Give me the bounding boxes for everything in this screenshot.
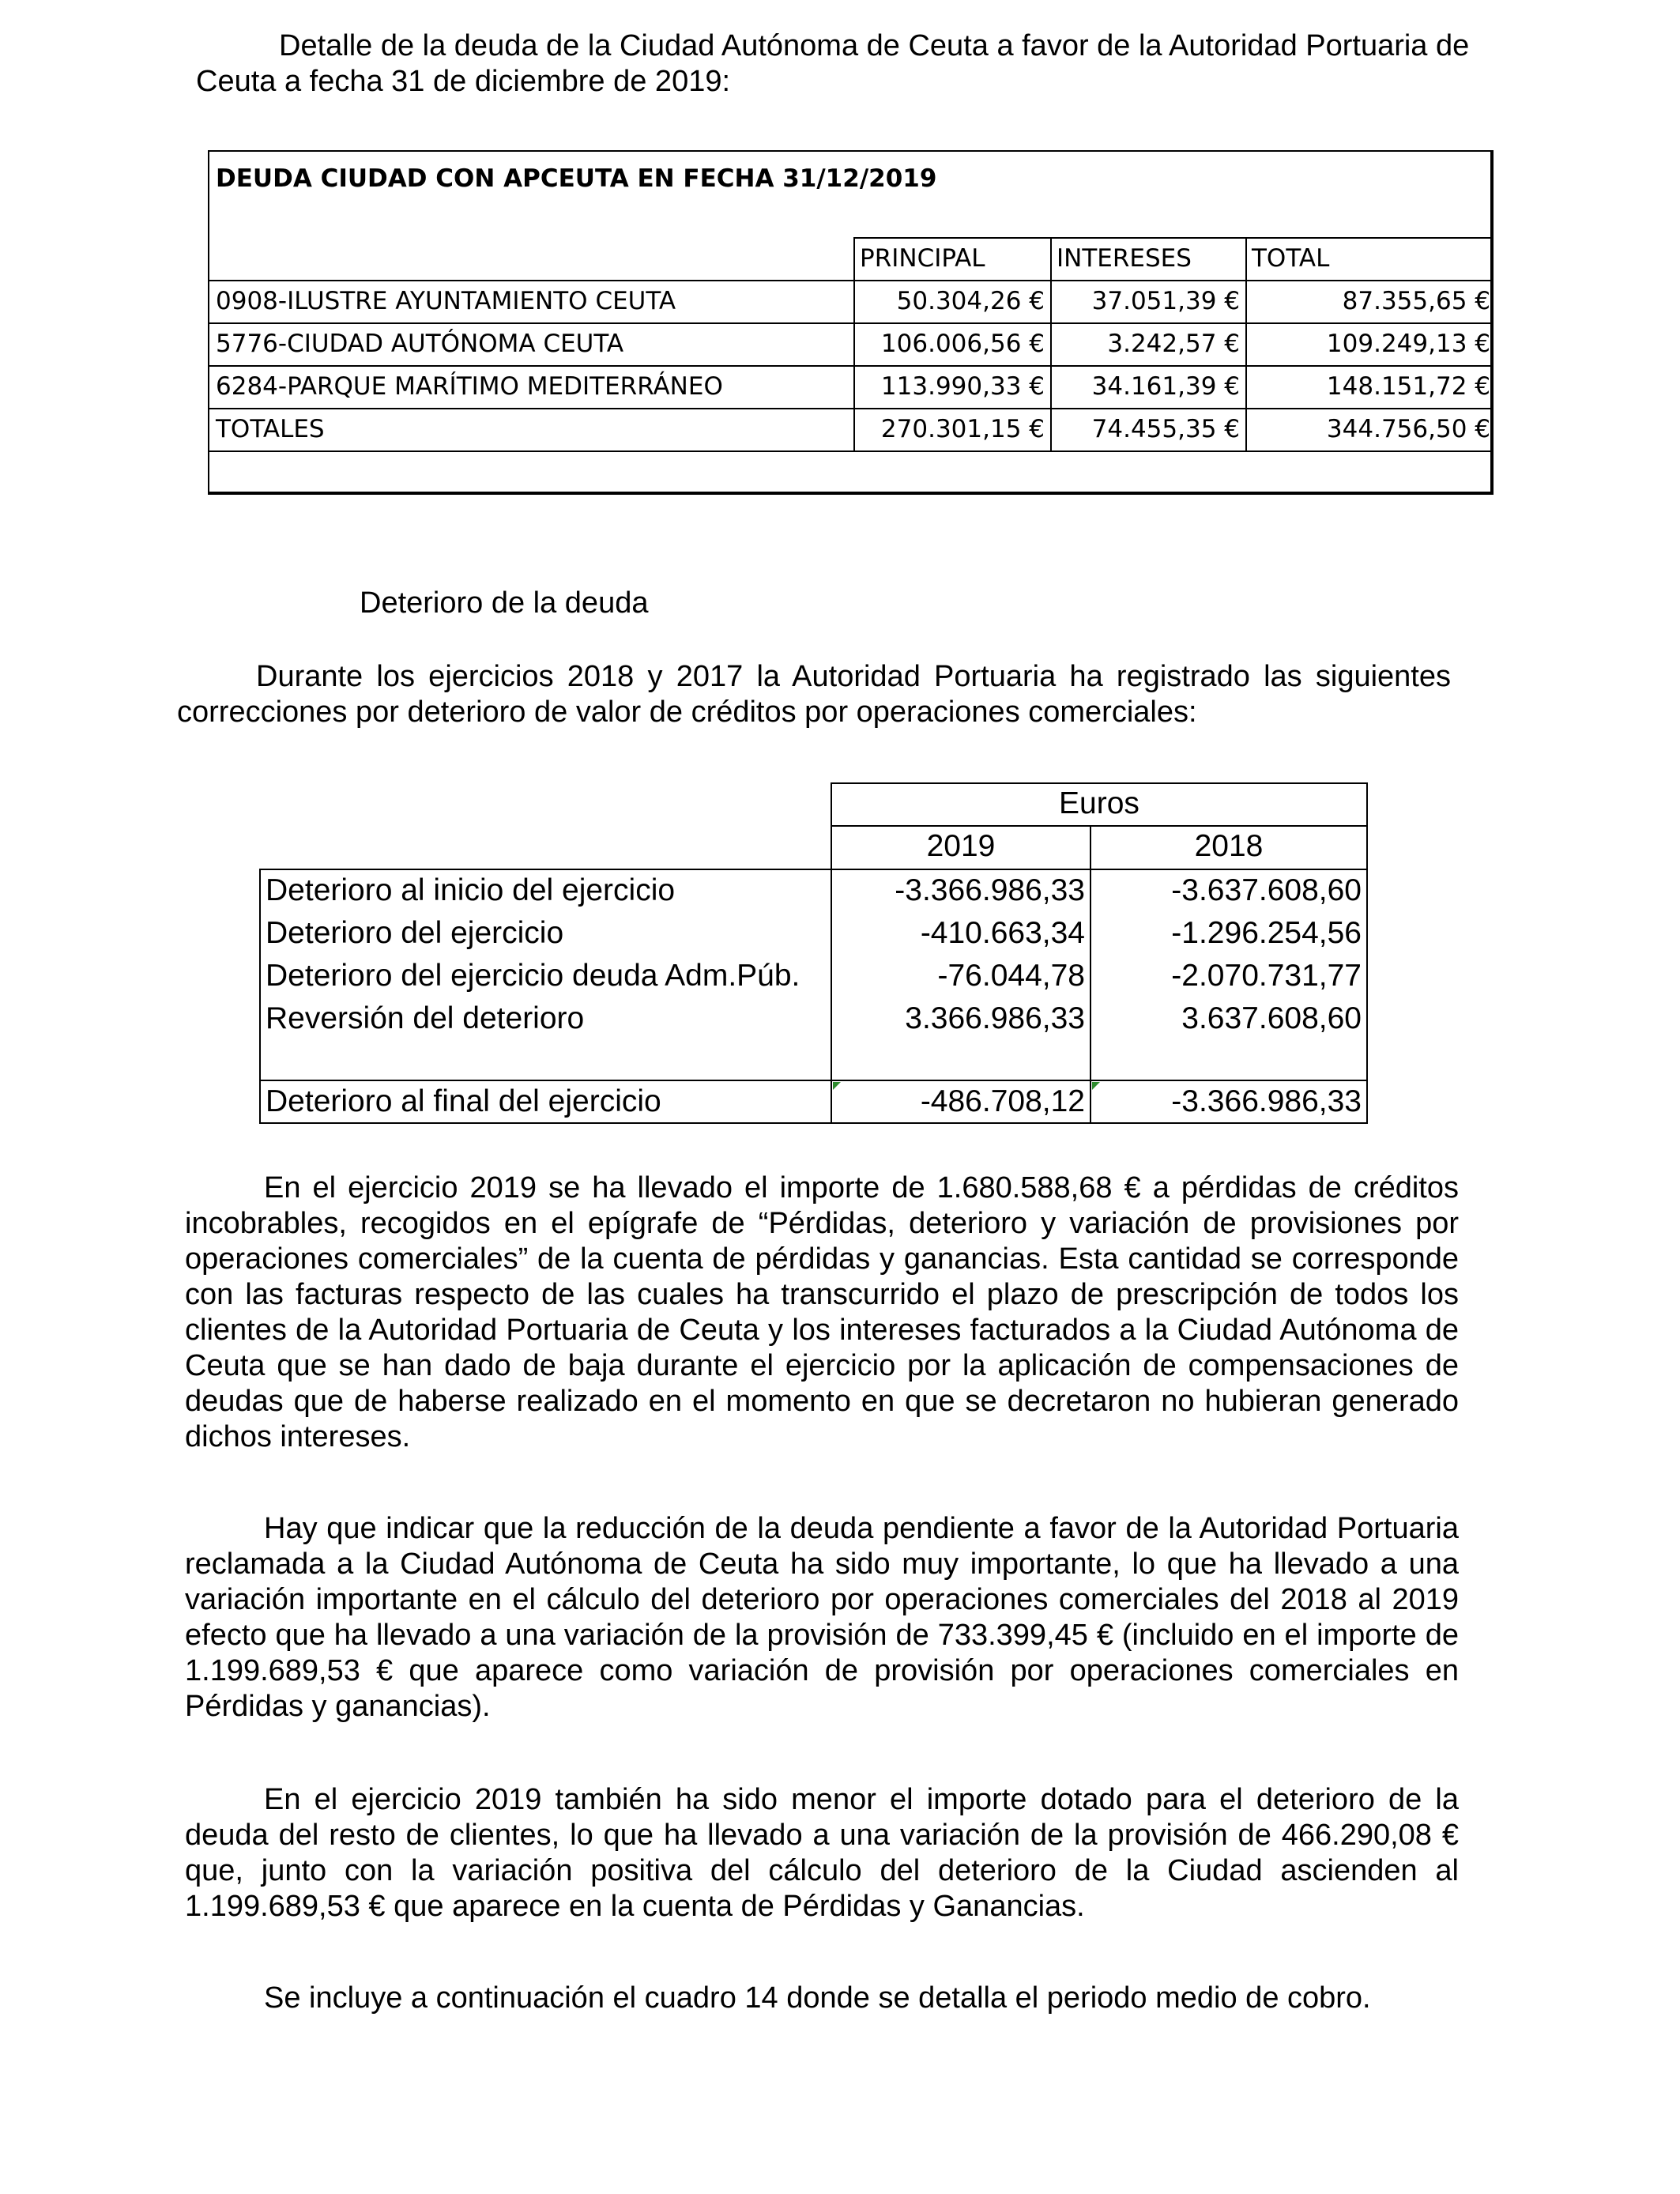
det-final-2018: -3.366.986,33: [1171, 1084, 1362, 1118]
debt-row-intereses: 37.051,39 €: [1091, 287, 1240, 315]
paragraph-durante: Durante los ejercicios 2018 y 2017 la Autoridad Portuaria ha registrado las siguientes correcciones por deterioro de valor de créditos por operaciones comerciales:: [177, 660, 1451, 729]
det-row-label: Deterioro del ejercicio: [266, 916, 564, 950]
debt-header-intereses: INTERESES: [1057, 244, 1192, 273]
det-row-2018: 3.637.608,60: [1181, 1001, 1362, 1035]
det-row-label: Deterioro del ejercicio deuda Adm.Púb.: [266, 959, 800, 993]
det-header-euros: Euros: [1059, 786, 1139, 820]
paragraph-hay: Hay que indicar que la reducción de la deuda pendiente a favor de la Autoridad Portuaria reclamada a la Ciudad Autónoma de Ceuta ha sido muy importante, lo que ha llevado a una variación importante en el cálculo del deterioro por operaciones comerciales del 2018 al 2019 efecto que ha llevado a una variación de la provisión de 733.399,45 € (incluido en el importe de 1.199.689,53 € que aparece como variación de provisión por operaciones comerciales en Pérdidas y ganancias).: [185, 1512, 1459, 1723]
det-row-2019: -410.663,34: [920, 916, 1085, 950]
det-final-2019: -486.708,12: [920, 1084, 1085, 1118]
debt-row-principal: 106.006,56 €: [880, 330, 1045, 358]
det-row-2019: 3.366.986,33: [905, 1001, 1085, 1035]
det-row-label: Reversión del deterioro: [266, 1001, 585, 1035]
deterioro-table: [259, 782, 1369, 1124]
debt-row-line: [209, 450, 1490, 452]
det-line: [1366, 782, 1368, 1124]
det-row-2019: -76.044,78: [937, 959, 1085, 993]
det-row-label: Deterioro al inicio del ejercicio: [266, 873, 676, 907]
intro-line-1: Detalle de la deuda de la Ciudad Autónoma de Ceuta a favor de la Autoridad Portuaria de: [279, 29, 1470, 62]
paragraph-2019: En el ejercicio 2019 se ha llevado el importe de 1.680.588,68 € a pérdidas de créditos incobrables, recogidos en el epígrafe de “Pérdidas, deterioro y variación de provisiones por operaciones comerciales” de la cuenta de pérdidas y ganancias. Esta cantidad se corresponde con las facturas respecto de las cuales ha transcurrido el plazo de prescripción de todos los clientes de la Autoridad Portuaria de Ceuta y los intereses facturados a la Ciudad Autónoma de Ceuta que se han dado de baja durante el ejercicio por la aplicación de compensaciones de deudas que de haberse realizado en el momento en que se decretaron no hubieran generado dichos intereses.: [185, 1171, 1459, 1453]
det-row-2018: -2.070.731,77: [1171, 959, 1362, 993]
det-header-2018: 2018: [1194, 829, 1264, 863]
det-line: [259, 869, 261, 1124]
debt-row-total: 109.249,13 €: [1326, 330, 1490, 358]
deterioro-heading: Deterioro de la deuda: [360, 586, 649, 620]
debt-row-total: 87.355,65 €: [1342, 287, 1490, 315]
det-row-2018: -1.296.254,56: [1171, 916, 1362, 950]
debt-header-total: TOTAL: [1252, 244, 1330, 273]
paragraph-incluye: Se incluye a continuación el cuadro 14 donde se detalla el periodo medio de cobro.: [264, 1981, 1371, 2015]
debt-row-principal: 50.304,26 €: [896, 287, 1045, 315]
debt-row-intereses: 3.242,57 €: [1107, 330, 1240, 358]
intro-paragraph: [196, 28, 1484, 100]
debt-row-total: 148.151,72 €: [1326, 372, 1490, 401]
debt-table: [208, 150, 1494, 495]
det-row-2019: -3.366.986,33: [895, 873, 1085, 907]
debt-row-intereses: 34.161,39 €: [1091, 372, 1240, 401]
debt-table-title: DEUDA CIUDAD CON APCEUTA EN FECHA 31/12/2019: [216, 164, 937, 193]
paragraph-tambien: En el ejercicio 2019 también ha sido menor el importe dotado para el deterioro de la deuda del resto de clientes, lo que ha llevado a una variación de la provisión de 466.290,08 € que, junto con la variación positiva del cálculo del deterioro de la Ciudad ascienden al 1.199.689,53 € que aparece en la cuenta de Pérdidas y Ganancias.: [185, 1783, 1459, 1923]
debt-row-label: 5776-CIUDAD AUTÓNOMA CEUTA: [216, 330, 624, 358]
debt-totals-total: 344.756,50 €: [1326, 415, 1490, 443]
debt-totals-principal: 270.301,15 €: [880, 415, 1045, 443]
det-row-2018: -3.637.608,60: [1171, 873, 1362, 907]
debt-row-label: 0908-ILUSTRE AYUNTAMIENTO CEUTA: [216, 287, 676, 315]
intro-line-2: Ceuta a fecha 31 de diciembre de 2019:: [196, 65, 731, 98]
debt-row-label: 6284-PARQUE MARÍTIMO MEDITERRÁNEO: [216, 372, 723, 401]
debt-row-principal: 113.990,33 €: [880, 372, 1045, 401]
det-header-2019: 2019: [926, 829, 996, 863]
debt-totals-label: TOTALES: [216, 415, 325, 443]
debt-header-principal: PRINCIPAL: [860, 244, 985, 273]
det-final-label: Deterioro al final del ejercicio: [266, 1084, 661, 1118]
debt-totals-intereses: 74.455,35 €: [1091, 415, 1240, 443]
